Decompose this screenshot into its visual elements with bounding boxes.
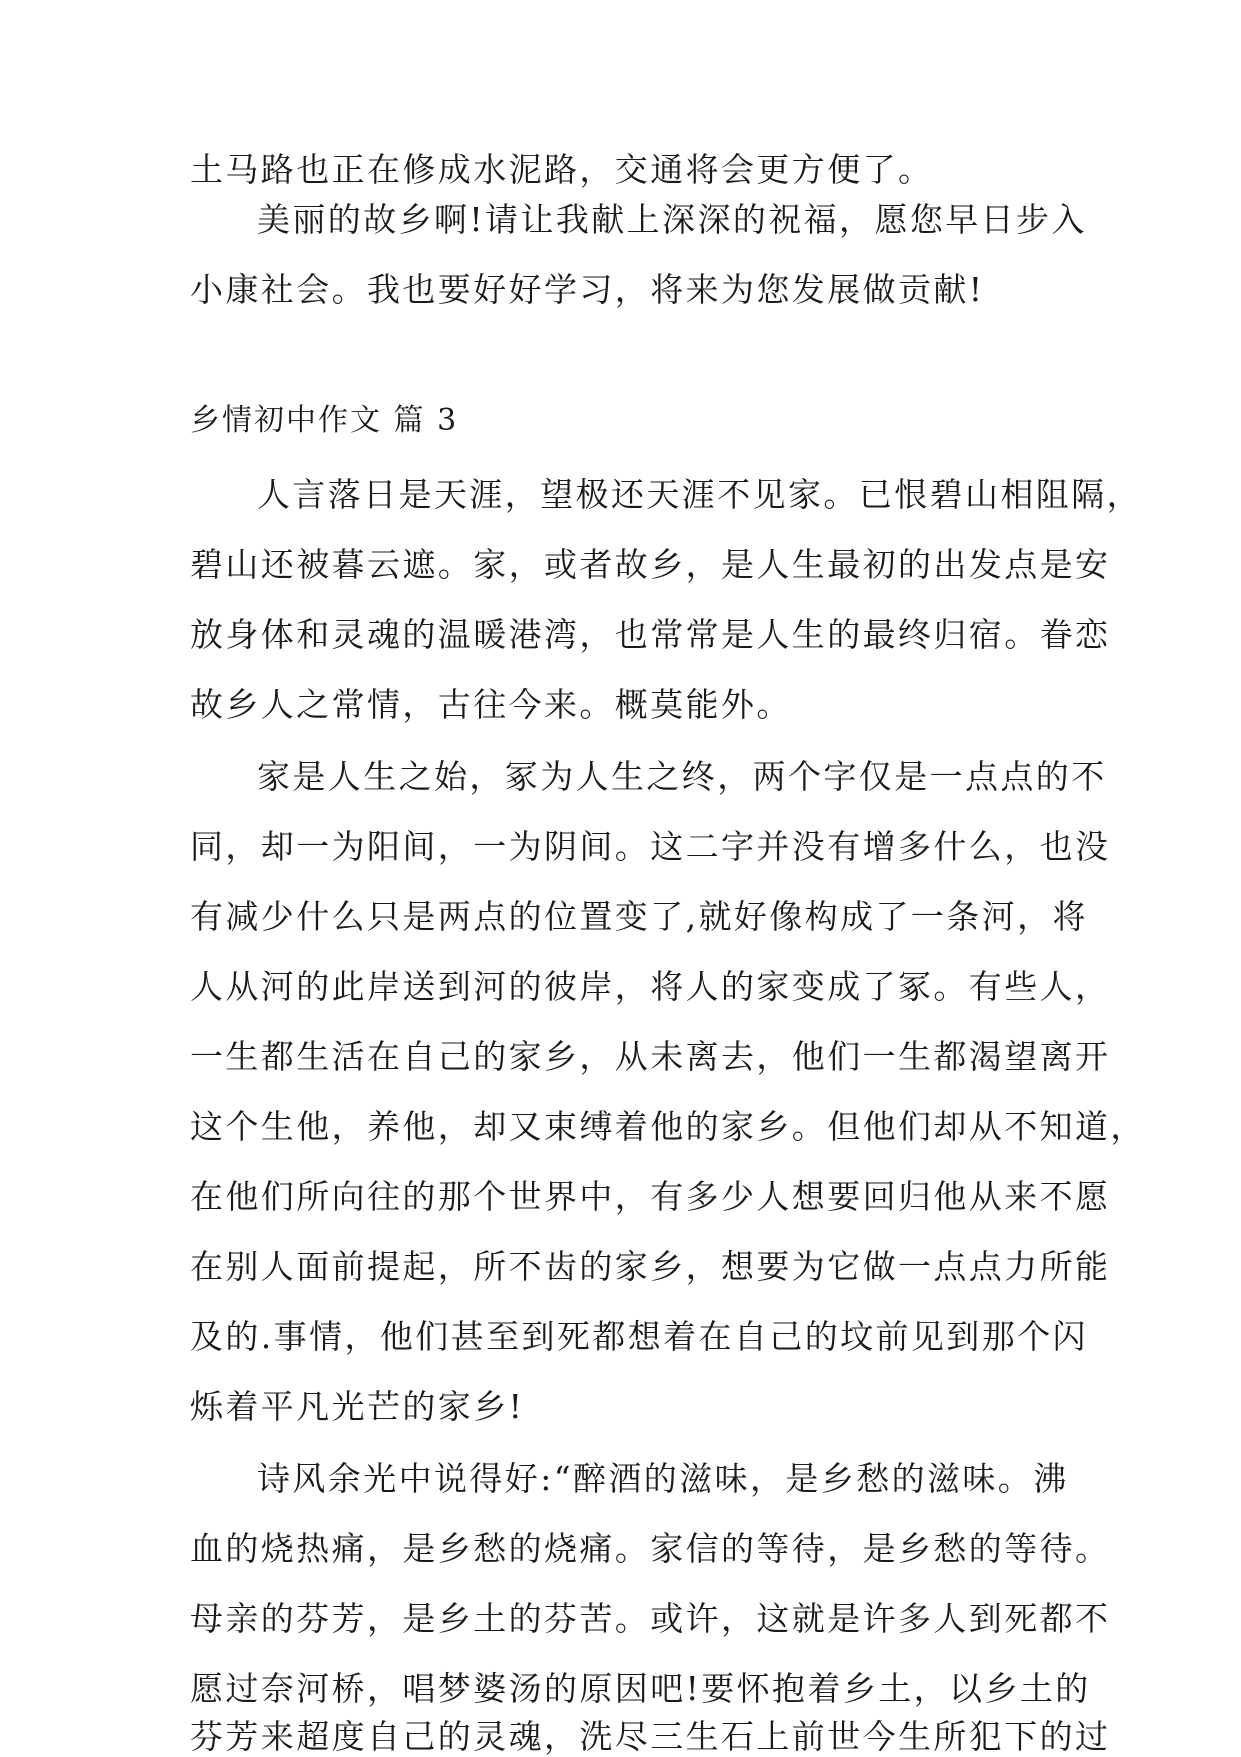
paragraph-line: 故乡人之常情，古往今来。概莫能外。 (190, 685, 792, 724)
paragraph-line: 人言落日是天涯，望极还天涯不见家。已恨碧山相阻隔， (257, 475, 1142, 514)
paragraph-line: 碧山还被暮云遮。家，或者故乡，是人生最初的出发点是安 (190, 545, 1111, 584)
paragraph-line: 烁着平凡光芒的家乡! (190, 1387, 525, 1426)
paragraph-line: 同，却一为阳间，一为阴间。这二字并没有增多什么，也没 (190, 827, 1111, 866)
paragraph-line: 家是人生之始，冢为人生之终，两个字仅是一点点的不 (257, 757, 1107, 796)
paragraph-line: 芬芳来超度自己的灵魂，洗尽三生石上前世今生所犯下的过 (190, 1717, 1111, 1756)
paragraph-line: 愿过奈河桥，唱梦婆汤的原因吧!要怀抱着乡土，以乡土的 (190, 1669, 1091, 1708)
paragraph-line: 这个生他，养他，却又束缚着他的家乡。但他们却从不知道， (190, 1107, 1146, 1146)
paragraph-line: 诗风余光中说得好:“醉酒的滋味，是乡愁的滋味。沸 (257, 1459, 1069, 1498)
paragraph-line: 有减少什么只是两点的位置变了,就好像构成了一条河，将 (190, 897, 1088, 936)
paragraph-line: 在别人面前提起，所不齿的家乡，想要为它做一点点力所能 (190, 1247, 1111, 1286)
paragraph-line: 母亲的芬芳，是乡土的芬苦。或许，这就是许多人到死都不 (190, 1599, 1111, 1638)
paragraph-line: 血的烧热痛，是乡愁的烧痛。家信的等待，是乡愁的等待。 (190, 1529, 1111, 1568)
paragraph-line: 在他们所向往的那个世界中，有多少人想要回归他从来不愿 (190, 1177, 1111, 1216)
intro-line-1: 土马路也正在修成水泥路，交通将会更方便了。 (190, 150, 934, 189)
paragraph-line: 及的.事情，他们甚至到死都想着在自己的坟前见到那个闪 (190, 1317, 1088, 1356)
intro-line-2: 美丽的故乡啊!请让我献上深深的祝福，愿您早日步入 (257, 200, 1087, 239)
section-title: 乡情初中作文 篇 3 (190, 403, 459, 438)
intro-line-3: 小康社会。我也要好好学习，将来为您发展做贡献! (190, 270, 985, 309)
paragraph-line: 人从河的此岸送到河的彼岸，将人的家变成了冢。有些人， (190, 967, 1111, 1006)
paragraph-line: 一生都生活在自己的家乡，从未离去，他们一生都渴望离开 (190, 1037, 1111, 1076)
paragraph-line: 放身体和灵魂的温暖港湾，也常常是人生的最终归宿。眷恋 (190, 615, 1111, 654)
